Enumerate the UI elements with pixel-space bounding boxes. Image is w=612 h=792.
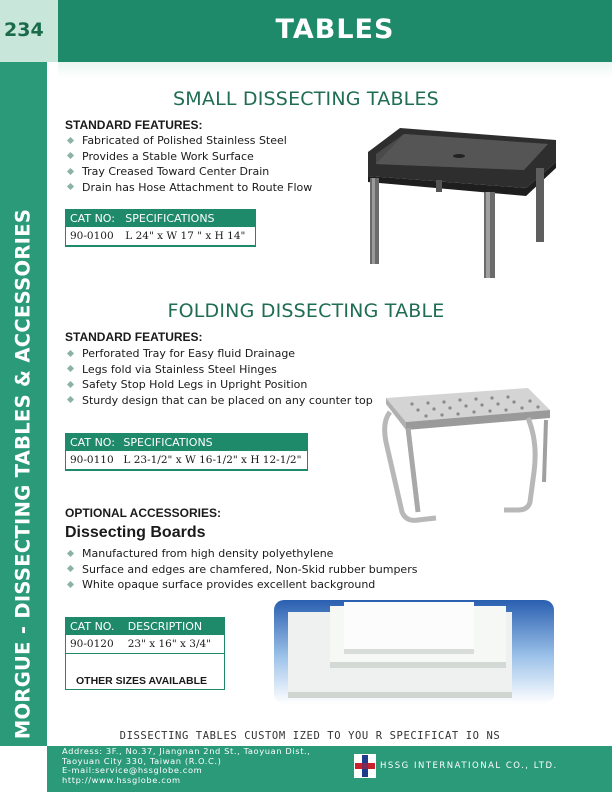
boards-feature-list [65, 546, 417, 593]
address-line: Taoyuan City 330, Taiwan (R.O.C.) [62, 755, 222, 766]
diamond-bullet-icon [67, 549, 74, 556]
list-item: Tray Creased Toward Center Drain [65, 164, 312, 180]
diamond-bullet-icon [67, 580, 74, 587]
table-cell: L 24" x W 17 " x H 14" [121, 227, 255, 245]
column-header: SPECIFICATIONS [121, 210, 255, 227]
column-header: CAT NO: [66, 210, 121, 227]
table-cell: L 23-1/2" x W 16-1/2" x H 12-1/2" [119, 451, 307, 469]
company-address [62, 747, 311, 785]
footer-customization-note: DISSECTING TABLES CUSTOM IZED TO YOU R SPECIFICAT IO NS [119, 730, 501, 742]
table-header-row [66, 434, 307, 451]
column-header: SPECIFICATIONS [119, 434, 307, 451]
list-item: Drain has Hose Attachment to Route Flow [65, 180, 312, 196]
diamond-bullet-icon [67, 167, 74, 174]
address-line: Address: 3F., No.37, Jiangnan 2nd St., Taoyuan Dist., [62, 746, 311, 756]
small-tables-features-heading: STANDARD FEATURES: [65, 118, 203, 132]
page-number: 234 [4, 19, 44, 41]
boards-spec-table [66, 618, 224, 654]
dissecting-boards-heading: Dissecting Boards [65, 524, 206, 541]
list-item: Safety Stop Hold Legs in Upright Position [65, 377, 373, 393]
diamond-bullet-icon [67, 152, 74, 159]
table-row [66, 451, 307, 469]
header-gradient [58, 62, 612, 78]
table-header-row [66, 618, 224, 635]
list-item: Legs fold via Stainless Steel Hinges [65, 362, 373, 378]
email-line: E-mail:service@hssglobe.com [62, 765, 203, 776]
diamond-bullet-icon [67, 396, 74, 403]
list-item: Manufactured from high density polyethylene [65, 546, 417, 562]
folding-table-title: FOLDING DISSECTING TABLE [167, 300, 445, 322]
folding-table-spec-table [66, 434, 307, 470]
other-sizes-note: OTHER SIZES AVAILABLE [76, 675, 208, 687]
table-row [66, 635, 224, 653]
hssg-logo-icon [354, 754, 376, 778]
diamond-bullet-icon [67, 136, 74, 143]
diamond-bullet-icon [67, 365, 74, 372]
list-item: Sturdy design that can be placed on any counter top [65, 393, 373, 409]
page-title: TABLES [275, 14, 395, 45]
list-item: Fabricated of Polished Stainless Steel [65, 133, 312, 149]
small-tables-title: SMALL DISSECTING TABLES [173, 88, 439, 110]
diamond-bullet-icon [67, 349, 74, 356]
column-header: DESCRIPTION [124, 618, 224, 635]
table-cell: 90-0110 [66, 451, 119, 469]
list-item: Surface and edges are chamfered, Non-Skid rubber bumpers [65, 562, 417, 578]
sidebar-label: MORGUE - DISSECTING TABLES & ACCESSORIES [11, 208, 35, 740]
table-cell: 90-0100 [66, 227, 121, 245]
small-tables-feature-list [65, 133, 312, 195]
accessories-heading: OPTIONAL ACCESSORIES: [65, 506, 222, 520]
header-bar [58, 0, 612, 62]
small-tables-spec-table [66, 210, 255, 246]
small-dissecting-table-photo [364, 118, 564, 284]
column-header: CAT NO. [66, 618, 124, 635]
diamond-bullet-icon [67, 565, 74, 572]
company-name: HSSG INTERNATIONAL CO., LTD. [380, 761, 558, 771]
folding-table-feature-list [65, 346, 373, 408]
table-cell: 23" x 16" x 3/4" [124, 635, 224, 653]
dissecting-boards-photo [274, 600, 554, 704]
list-item: White opaque surface provides excellent background [65, 577, 417, 593]
table-header-row [66, 210, 255, 227]
list-item: Provides a Stable Work Surface [65, 149, 312, 165]
website-line: http://www.hssglobe.com [62, 774, 181, 785]
list-item: Perforated Tray for Easy fluid Drainage [65, 346, 373, 362]
folding-table-features-heading: STANDARD FEATURES: [65, 330, 203, 344]
column-header: CAT NO: [66, 434, 119, 451]
sidebar [0, 62, 47, 746]
diamond-bullet-icon [67, 380, 74, 387]
diamond-bullet-icon [67, 183, 74, 190]
table-cell: 90-0120 [66, 635, 124, 653]
folding-dissecting-table-photo [378, 362, 558, 530]
table-row [66, 227, 255, 245]
